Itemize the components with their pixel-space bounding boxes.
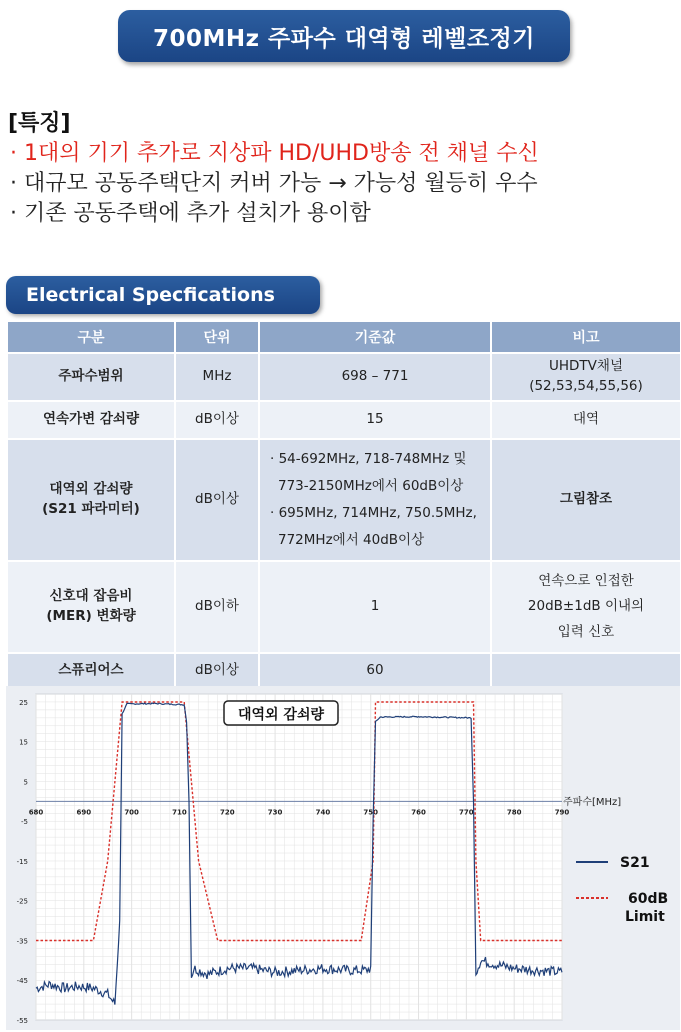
row-value: 698 – 771 <box>259 353 491 401</box>
x-tick-label: 740 <box>315 808 331 817</box>
row-note-line: UHDTV채널 <box>549 358 623 375</box>
feature-item: · 1대의 기기 추가로 지상파 HD/UHD방송 전 채널 수신 <box>10 141 539 166</box>
chart-title-box <box>224 701 338 725</box>
spec-table <box>6 320 681 690</box>
features-heading: [특징] <box>8 111 71 136</box>
chart-panel <box>6 686 680 1030</box>
y-tick-label: -45 <box>16 977 28 986</box>
spec-section-banner <box>6 276 320 314</box>
s21-chart <box>6 686 680 1030</box>
legend-label-limit <box>625 891 668 925</box>
row-name: 스퓨리어스 <box>7 653 175 689</box>
row-name: 주파수범위 <box>7 353 175 401</box>
row-name-line: 대역외 감쇠량 <box>49 481 133 498</box>
y-tick-label: -25 <box>16 897 28 906</box>
x-tick-label: 790 <box>554 808 570 817</box>
feature-item: · 기존 공동주택에 추가 설치가 용이함 <box>10 201 371 226</box>
row-value <box>259 439 491 561</box>
x-tick-label: 720 <box>219 808 235 817</box>
row-name-line: 신호대 잡음비 <box>49 588 133 605</box>
row-unit: dB이상 <box>175 653 259 689</box>
legend-label-s21: S21 <box>620 855 650 871</box>
row-name <box>7 439 175 561</box>
chart-title: 대역외 감쇠량 <box>237 707 325 723</box>
row-note <box>491 561 681 653</box>
y-tick-label: -15 <box>16 857 28 866</box>
table-row <box>7 561 681 653</box>
row-value: 1 <box>259 561 491 653</box>
row-name-line: (S21 파라미터) <box>42 501 140 517</box>
y-tick-label: 15 <box>19 738 28 747</box>
row-value: 60 <box>259 653 491 689</box>
row-note <box>491 653 681 689</box>
table-row <box>7 439 681 561</box>
row-note-line: 입력 신호 <box>557 623 615 640</box>
row-name: 연속가변 감쇠량 <box>7 401 175 439</box>
column-header: 단위 <box>175 321 259 353</box>
row-name <box>7 561 175 653</box>
page-title-banner <box>118 10 570 62</box>
y-tick-label: -55 <box>16 1017 28 1025</box>
row-unit: MHz <box>175 353 259 401</box>
y-tick-label: -5 <box>21 818 28 827</box>
legend-label-limit-part: 60dB <box>628 891 669 907</box>
table-row <box>7 353 681 401</box>
y-tick-label: 25 <box>19 698 28 707</box>
legend-label-limit-part: Limit <box>625 909 665 925</box>
x-tick-label: 750 <box>363 808 379 817</box>
row-note: 그림참조 <box>491 439 681 561</box>
column-header: 구분 <box>7 321 175 353</box>
x-tick-label: 680 <box>28 808 44 817</box>
row-value-line: 773-2150MHz에서 60dB이상 <box>278 478 464 494</box>
row-unit: dB이상 <box>175 439 259 561</box>
x-tick-label: 760 <box>411 808 426 817</box>
column-header: 비고 <box>491 321 681 353</box>
row-value: 15 <box>259 401 491 439</box>
row-value-line: · 695MHz, 714MHz, 750.5MHz, <box>270 505 477 521</box>
row-note <box>491 353 681 401</box>
table-header-row <box>7 321 681 353</box>
y-tick-label: 5 <box>23 778 28 787</box>
x-axis-label: 주파수[MHz] <box>563 797 622 808</box>
x-tick-label: 700 <box>124 808 139 817</box>
row-unit: dB이하 <box>175 561 259 653</box>
row-value-line: 772MHz에서 40dB이상 <box>278 532 425 548</box>
feature-item: · 대규모 공동주택단지 커버 가능 → 가능성 월등히 우수 <box>10 171 538 196</box>
row-note: 대역 <box>491 401 681 439</box>
table-row <box>7 653 681 689</box>
x-tick-label: 780 <box>506 808 522 817</box>
y-tick-label: -35 <box>16 937 28 946</box>
x-tick-label: 710 <box>172 808 187 817</box>
row-note-line: 연속으로 인접한 <box>538 572 634 589</box>
row-value-line: · 54-692MHz, 718-748MHz 및 <box>270 451 467 467</box>
spec-section-title: Electrical Specfications <box>26 284 275 306</box>
row-note-line: 20dB±1dB 이내의 <box>527 598 645 615</box>
row-unit: dB이상 <box>175 401 259 439</box>
legend <box>576 855 668 925</box>
row-note-line: (52,53,54,55,56) <box>529 378 643 394</box>
page-title: 700MHz 주파수 대역형 레벨조정기 <box>153 25 535 52</box>
row-name-line: (MER) 변화량 <box>46 608 136 624</box>
x-tick-label: 690 <box>76 808 92 817</box>
x-tick-label: 730 <box>267 808 283 817</box>
x-tick-label: 770 <box>459 808 474 817</box>
column-header: 기준값 <box>259 321 491 353</box>
table-row <box>7 401 681 439</box>
